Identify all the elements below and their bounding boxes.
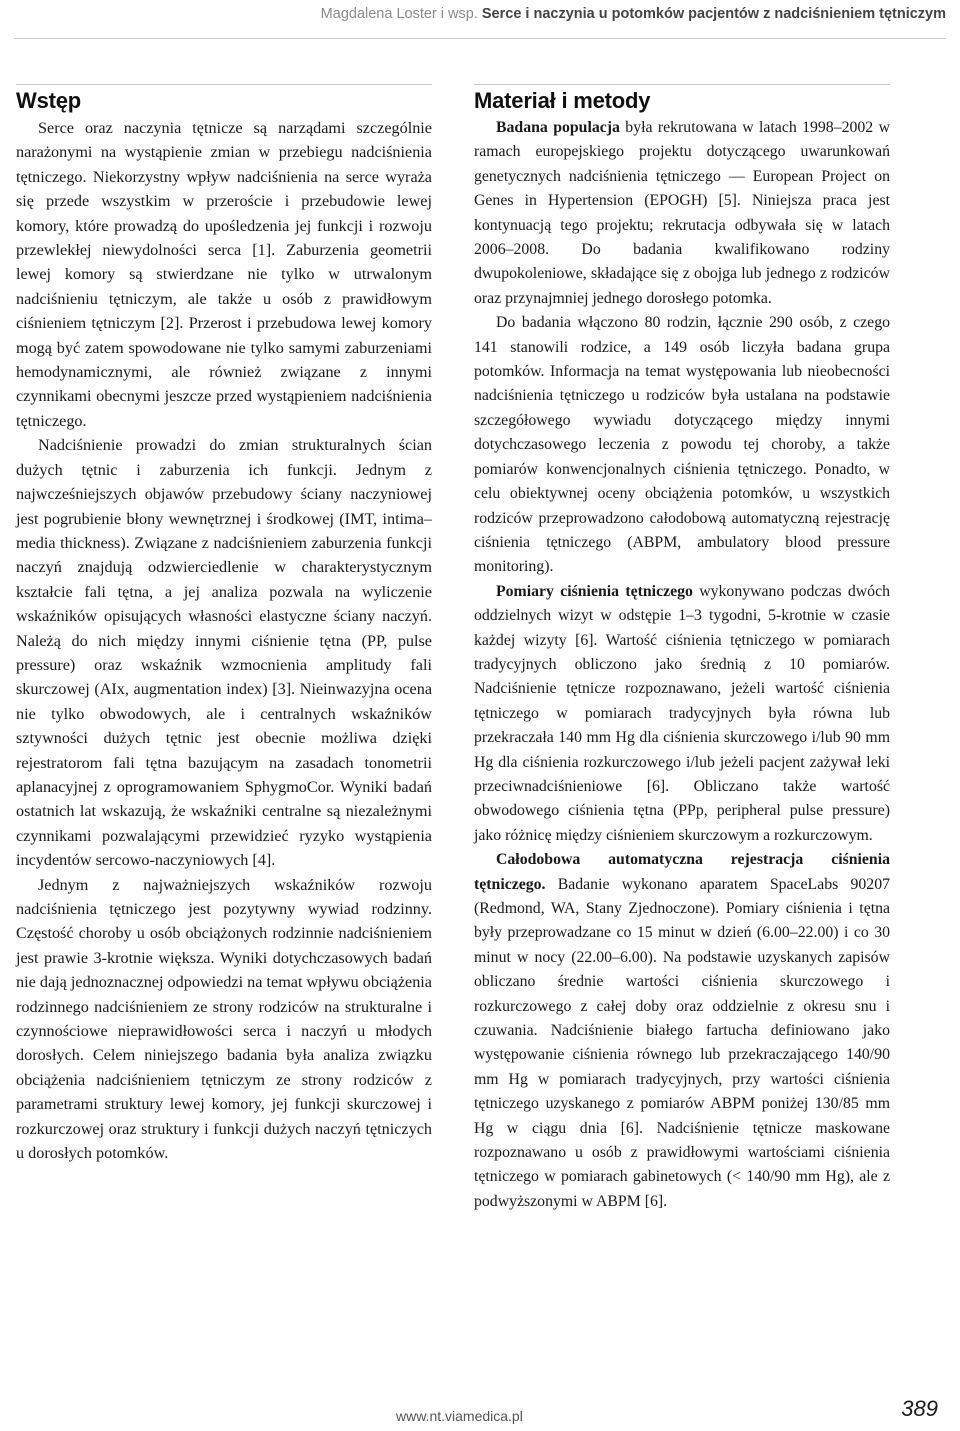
- right-column: [474, 50, 890, 1214]
- methods-paragraph-3: [474, 580, 890, 848]
- methods-paragraph-1: [474, 116, 890, 311]
- intro-paragraph-2: Nadciśnienie prowadzi do zmian strukturalnych ścian dużych tętnic i zaburzenia ich funkcji. Jednym z najwcześniejszych objawów przebudowy ściany naczyniowej jest pogrubienie błony wewnętrznej i środkowej (IMT, intima–media thickness). Związane z nadciśnieniem zaburzenia funkcji naczyń znajdują odzwierciedlenie w charakterystycznym kształcie fali tętna, a jej analiza pozwala na wyliczenie wskaźników opisujących własności elastyczne ściany naczyń. Należą do nich między innymi ciśnienie tętna (PP, pulse pressure) oraz wskaźnik wzmocnienia amplitudy fali skurczowej (AIx, augmentation index) [3]. Nieinwazyjna ocena nie tylko obwodowych, ale i centralnych wskaźników sztywności dużych tętnic jest obecnie możliwa dzięki rejestratorom fali tętna bazującym na zasadach tonometrii aplanacyjnej z oprogramowaniem SphygmoCor. Wyniki badań ostatnich lat wskazują, że wskaźniki centralne są niezależnymi czynnikami pozwalającymi przewidzieć ryzyko wystąpienia incydentów sercowo-naczyniowych [4].: [16, 436, 432, 870]
- methods-paragraph-2-text: Do badania włączono 80 rodzin, łącznie 290 osób, z czego 141 stanowili rodzice, a 149 osób liczyła badana grupa potomków. Informacja na temat występowania lub nieobecności nadciśnienia tętniczego u rodziców była ustalana na podstawie szczegółowego wywiadu dotyczącego między innymi dotychczasowego leczenia z powodu tej choroby, a także pomiarów konwencjonalnych ciśnienia tętniczego. Ponadto, w celu obiektywnej oceny obciążenia potomków, u wszystkich rodziców przeprowadzono całodobową automatyczną rejestrację ciśnienia tętniczego (ABPM, ambulatory blood pressure monitoring).: [474, 314, 890, 576]
- footer-url: www.nt.viamedica.pl: [396, 1408, 523, 1424]
- section-heading-intro: Wstęp: [16, 88, 82, 113]
- intro-paragraph-3: Jednym z najważniejszych wskaźników rozwoju nadciśnienia tętniczego jest pozytywny wywiad rodzinny. Częstość choroby u osób obciążonych rodzinnie nadciśnieniem jest prawie 3-krotnie większa. Wyniki dotychczasowych badań nie dają jednoznacznej odpowiedzi na temat wpływu obciążenia rodzinnego nadciśnieniem ze strony rodziców na strukturalne i czynnościowe nieprawidłowości serca i naczyń u młodych dorosłych. Celem niniejszego badania była analiza związku obciążenia nadciśnieniem tętniczym ze strony rodziców z parametrami struktury lewej komory, jej funkcji skurczowej i rozkurczowej oraz struktury i funkcji dużych naczyń tętniczych u dorosłych potomków.: [16, 875, 432, 1163]
- running-head: [6, 6, 946, 22]
- section-heading-methods: Materiał i metody: [474, 88, 651, 113]
- running-head-authors: Magdalena Loster i wsp.: [320, 6, 478, 22]
- methods-paragraph-2: [474, 311, 890, 579]
- methods-paragraph-1-text: była rekrutowana w latach 1998–2002 w ramach europejskiego projektu dotyczącego uwarunkowań genetycznych nadciśnienia tętniczego — European Project on Genes in Hypertension (EPOGH) [5]. Niniejsza praca jest kontynuacją tego projektu; rekrutacja odbywała się w latach 2006–2008. Do badania kwalifikowano rodziny dwupokoleniowe, składające się z obojga lub jednego z rodziców oraz przynajmniej jednego dorosłego potomka.: [474, 119, 890, 307]
- page-number: 389: [901, 1396, 938, 1421]
- methods-paragraph-3-lead: Pomiary ciśnienia tętniczego: [496, 582, 693, 600]
- intro-paragraph-1: Serce oraz naczynia tętnicze są narządami szczególnie narażonymi na wystąpienie zmian w przebiegu nadciśnienia tętniczego. Niekorzystny wpływ nadciśnienia na serce wyraża się przede wszystkim w przeroście i przebudowie lewej komory, które prowadzą do upośledzenia jej funkcji i rozwoju przewlekłej niewydolności serca [1]. Zaburzenia geometrii lewej komory są stwierdzane nie tylko w utrwalonym nadciśnieniu tętniczym, ale także u osób z prawidłowym ciśnieniem tętniczym [2]. Przerost i przebudowa lewej komory mogą być zatem spowodowane nie tylko samymi zaburzeniami hemodynamicznymi, ale również związane z innymi czynnikami obecnymi jeszcze przed wystąpieniem nadciśnienia tętniczego.: [16, 119, 432, 430]
- methods-paragraph-1-lead: Badana populacja: [496, 119, 620, 136]
- header-rule: [14, 38, 946, 39]
- methods-paragraph-3-text: wykonywano podczas dwóch oddzielnych wizyt w odstępie 1–3 tygodni, 5-krotnie w czasie każdej wizyty [6]. Wartość ciśnienia tętniczego w pomiarach tradycyjnych obliczono jako średnią z 10 pomiarów. Nadciśnienie tętnicze rozpoznawano, jeżeli wartość ciśnienia tętniczego w pomiarach tradycyjnych była równa lub przekraczała 140 mm Hg dla ciśnienia skurczowego i/lub 90 mm Hg dla ciśnienia rozkurczowego i/lub jeżeli pacjent zażywał leki przeciwnadciśnieniowe [6]. Obliczano także wartość obwodowego ciśnienia tętna (PPp, peripheral pulse pressure) jako różnicę między ciśnieniem skurczowym a rozkurczowym.: [474, 582, 890, 844]
- running-head-title: Serce i naczynia u potomków pacjentów z nadciśnieniem tętniczym: [481, 6, 946, 22]
- methods-paragraph-4: [474, 848, 890, 1214]
- methods-paragraph-4-text: Badanie wykonano aparatem SpaceLabs 90207 (Redmond, WA, Stany Zjednoczone). Pomiary ciśnienia i tętna były przeprowadzane co 15 minut w dzień (6.00–22.00) i co 30 minut w nocy (22.00–6.00). Na podstawie uzyskanych zapisów obliczano średnie wartości ciśnienia skurczowego i rozkurczowego z całej doby oraz oddzielnie z okresu snu i czuwania. Nadciśnienie białego fartucha definiowano jako występowanie ciśnienia równego lub przekraczającego 140/90 mm Hg w pomiarach tradycyjnych, przy wartości ciśnienia tętniczego uzyskanego z pomiarów ABPM poniżej 130/85 mm Hg w ciągu dnia [6]. Nadciśnienie tętnicze maskowane rozpoznawano u osób z prawidłowymi wartościami ciśnienia tętniczego w pomiarach gabinetowych (< 140/90 mm Hg), ale z podwyższonymi w ABPM [6].: [474, 875, 890, 1210]
- methods-paragraph-4-lead: Całodobowa automatyczna rejestracja ciśnienia tętniczego.: [474, 851, 890, 893]
- left-column: [16, 50, 432, 1165]
